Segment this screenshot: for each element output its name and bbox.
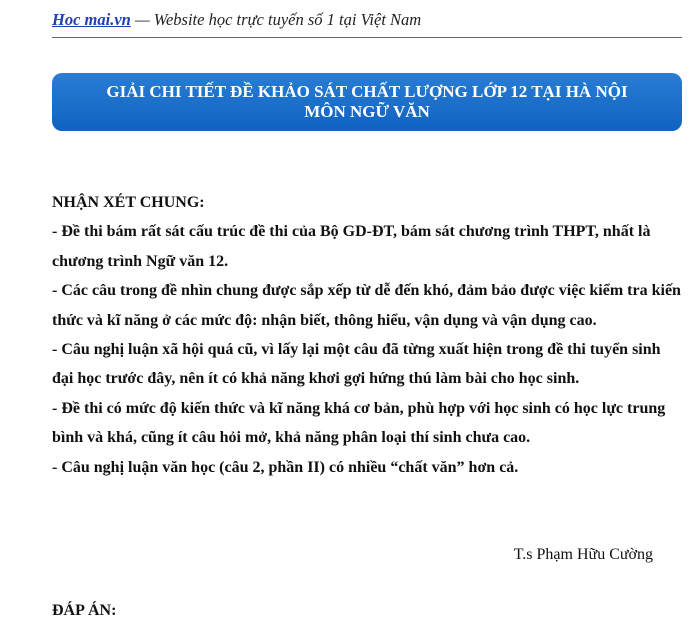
review-point: - Câu nghị luận xã hội quá cũ, vì lấy lại một câu đã từng xuất hiện trong đề thi tuyển sinh đại học trước đây, nên ít có khả năng khơi gợi hứng thú làm bài cho học sinh. — [52, 341, 661, 388]
document-title-line-2: MÔN NGỮ VĂN — [304, 102, 430, 121]
review-point: - Đề thi bám rất sát cấu trúc đề thi của Bộ GD-ĐT, bám sát chương trình THPT, nhất là chương trình Ngữ văn 12. — [52, 223, 651, 270]
review-section — [52, 188, 682, 482]
review-point: - Câu nghị luận văn học (câu 2, phần II) có nhiều “chất văn” hơn cả. — [52, 458, 519, 476]
site-header — [52, 10, 680, 30]
author-signature: T.s Phạm Hữu Cường — [513, 546, 653, 563]
review-point: - Các câu trong đề nhìn chung được sắp xếp từ dễ đến khó, đảm bảo được việc kiểm tra kiến thức và kĩ năng ở các mức độ: nhận biết, thông hiểu, vận dụng và vận dụng cao. — [52, 282, 681, 329]
review-heading: NHẬN XÉT CHUNG: — [52, 194, 205, 211]
site-tagline: — Website học trực tuyến số 1 tại Việt Nam — [130, 10, 422, 29]
header-divider — [52, 37, 682, 38]
review-point: - Đề thi có mức độ kiến thức và kĩ năng khá cơ bản, phù hợp với học sinh có học lực trung bình và khá, cũng ít câu hỏi mở, khả năng phân loại thí sinh chưa cao. — [52, 399, 666, 447]
document-title-line-1: GIẢI CHI TIẾT ĐỀ KHẢO SÁT CHẤT LƯỢNG LỚP 12 TẠI HÀ NỘI — [106, 82, 628, 101]
answer-heading: ĐÁP ÁN: — [52, 602, 117, 619]
document-title-box — [52, 73, 682, 131]
site-brand-link[interactable]: Hoc mai.vn — [52, 10, 131, 29]
